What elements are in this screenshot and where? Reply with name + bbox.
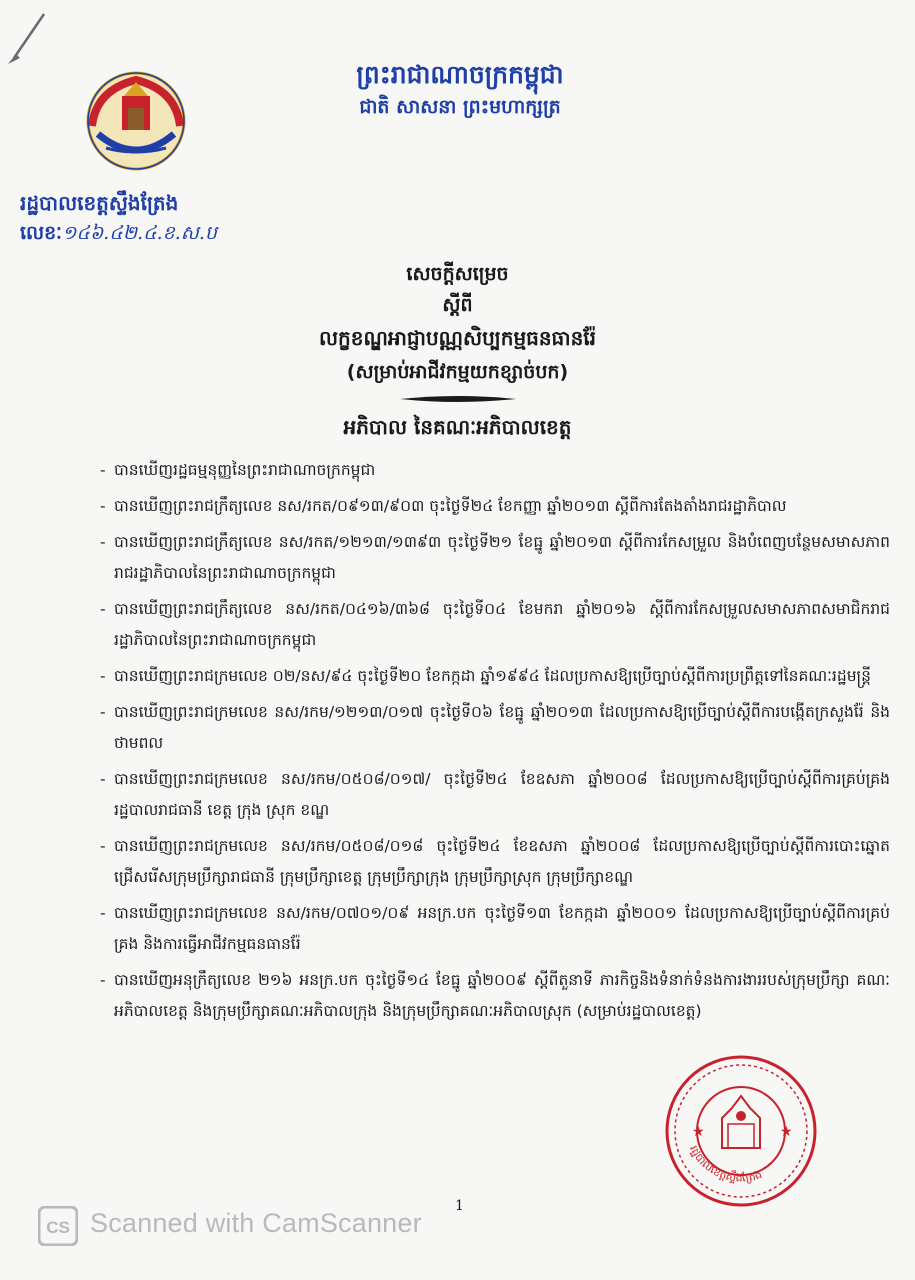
list-item: - បានឃើញព្រះរាជក្រមលេខ នស/រកម/១២១៣/០១៧ ចុះថ្ងៃទី០៦ ខែធ្នូ ឆ្នាំ២០១៣ ដែលប្រកាសឱ្យប្រើច្បាប់ស្ដីពីការបង្កើតក្រសួងរ៉ែ និងថាមពល <box>100 697 890 759</box>
list-item: - បានឃើញព្រះរាជក្រឹត្យលេខ នស/រកត/១២១៣/១៣៩៣ ចុះថ្ងៃទី២១ ខែធ្នូ ឆ្នាំ២០១៣ ស្ដីពីការកែសម្រួល និងបំពេញបន្ថែមសមាសភាពរាជរដ្ឋាភិបាលនៃព្រះរាជាណាចក្រកម្ពុជា <box>100 527 890 589</box>
divider-ornament-icon <box>398 394 518 404</box>
about-label: ស្ដីពី <box>442 294 473 316</box>
provincial-emblem-icon <box>78 68 194 174</box>
decision-subject: លក្ខខណ្ឌអាជ្ញាបណ្ណសិប្បកម្មធនធានរ៉ែ <box>319 326 596 350</box>
list-item: - បានឃើញព្រះរាជក្រមលេខ នស/រកម/០៧០១/០៩ អនក្រ.បក ចុះថ្ងៃទី១៣ ខែកក្កដា ឆ្នាំ២០០១ ដែលប្រកាសឱ្យប្រើច្បាប់ស្ដីពីការគ្រប់គ្រង និងការធ្វើអាជីវកម្មធនធានរ៉ែ <box>100 898 890 960</box>
svg-text:★: ★ <box>692 1124 705 1140</box>
decision-title-block <box>0 258 915 444</box>
svg-text:★: ★ <box>780 1124 793 1140</box>
page-number: 1 <box>455 1198 464 1214</box>
decision-heading: សេចក្ដីសម្រេច <box>406 263 509 285</box>
camscanner-logo-icon <box>38 1206 78 1246</box>
list-item: - បានឃើញព្រះរាជក្រមលេខ ០២/នស/៩៤ ចុះថ្ងៃទី២០ ខែកក្កដា ឆ្នាំ១៩៩៤ ដែលប្រកាសឱ្យប្រើច្បាប់ស្ដីពីការប្រព្រឹត្តទៅនៃគណៈរដ្ឋមន្ត្រី <box>100 661 890 692</box>
administration-name: រដ្ឋបាលខេត្តស្ទឹងត្រែង <box>20 191 179 215</box>
legal-basis-list <box>100 455 890 1032</box>
seal-text: រដ្ឋបាលខេត្តស្ទឹងត្រែង <box>686 1143 764 1185</box>
reference-label: លេខៈ <box>20 222 62 244</box>
issuer-title: អភិបាល នៃគណៈអភិបាលខេត្ត <box>343 415 572 439</box>
reference-number <box>20 218 217 248</box>
national-motto: ជាតិ សាសនា ព្រះមហាក្សត្រ <box>359 96 561 118</box>
issuing-authority <box>20 188 217 248</box>
list-item: - បានឃើញរដ្ឋធម្មនុញ្ញនៃព្រះរាជាណាចក្រកម្ពុជា <box>100 455 890 486</box>
decision-scope: (សម្រាប់អាជីវកម្មយកខ្សាច់បក) <box>346 361 569 383</box>
list-item: - បានឃើញព្រះរាជក្រឹត្យលេខ នស/រកត/០៩១៣/៩០៣ ចុះថ្ងៃទី២៤ ខែកញ្ញា ឆ្នាំ២០១៣ ស្ដីពីការតែងតាំងរាជរដ្ឋាភិបាល <box>100 491 890 522</box>
list-item: - បានឃើញព្រះរាជក្រមលេខ នស/រកម/០៥០៨/០១៧/ ចុះថ្ងៃទី២៤ ខែឧសភា ឆ្នាំ២០០៨ ដែលប្រកាសឱ្យប្រើច្បាប់ស្ដីពីការគ្រប់គ្រងរដ្ឋបាលរាជធានី ខេត្ត ក្រុង ស្រុក ខណ្ឌ <box>100 764 890 826</box>
list-item: - បានឃើញព្រះរាជក្រមលេខ នស/រកម/០៥០៨/០១៨ ចុះថ្ងៃទី២៤ ខែឧសភា ឆ្នាំ២០០៨ ដែលប្រកាសឱ្យប្រើច្បាប់ស្ដីពីការបោះឆ្នោតជ្រើសរើសក្រុមប្រឹក្សារាជធានី ក្រុមប្រឹក្សាខេត្ត ក្រុមប្រឹក្សាក្រុង ក្រុមប្រឹក្សាស្រុក ក្រុមប្រឹក្សាខណ្ឌ <box>100 831 890 893</box>
scanner-watermark: Scanned with CamScanner <box>90 1208 422 1238</box>
kingdom-name: ព្រះរាជាណាចក្រកម្ពុជា <box>356 60 564 89</box>
list-item: - បានឃើញព្រះរាជក្រឹត្យលេខ នស/រកត/០៤១៦/៣៦៨ ចុះថ្ងៃទី០៤ ខែមករា ឆ្នាំ២០១៦ ស្ដីពីការកែសម្រួលសមាសភាពសមាជិករាជរដ្ឋាភិបាលនៃព្រះរាជាណាចក្រកម្ពុជា <box>100 594 890 656</box>
reference-value: ១៤៦.៤២.៤.ខ.ស.ប <box>61 222 217 244</box>
pen-stroke-icon <box>4 8 50 68</box>
list-item: - បានឃើញអនុក្រឹត្យលេខ ២១៦ អនក្រ.បក ចុះថ្ងៃទី១៤ ខែធ្នូ ឆ្នាំ២០០៩ ស្ដីពីតួនាទី ភារកិច្ចនិងទំនាក់ទំនងការងាររបស់ក្រុមប្រឹក្សា គណៈអភិបាលខេត្ត និងក្រុមប្រឹក្សាគណៈអភិបាលក្រុង និងក្រុមប្រឹក្សាគណៈអភិបាលស្រុក (សម្រាប់រដ្ឋបាលខេត្ត) <box>100 965 890 1027</box>
kingdom-header <box>300 58 620 122</box>
official-red-seal-icon <box>662 1052 820 1210</box>
svg-text:CS: CS <box>46 1218 70 1237</box>
